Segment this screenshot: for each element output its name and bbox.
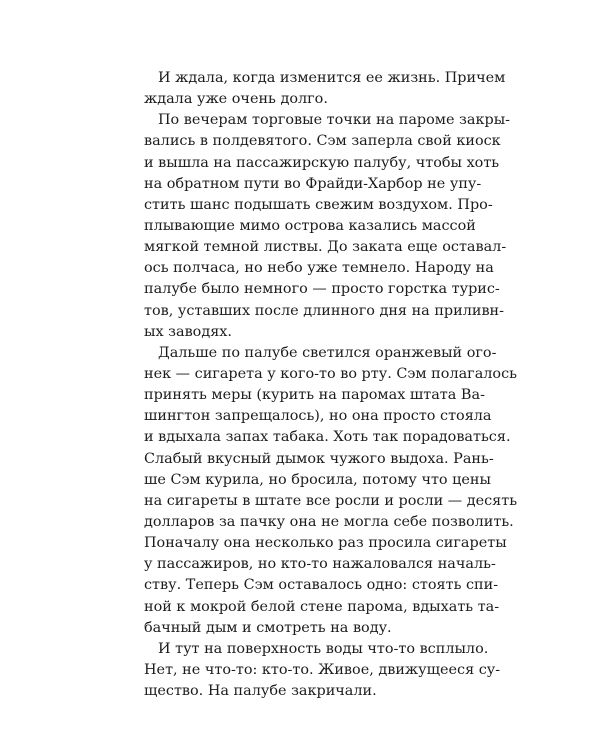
- text-line: щество. На палубе закричали.: [144, 683, 377, 700]
- text-line: стить шанс подышать свежим воздухом. Про-: [144, 196, 493, 213]
- paragraph-4: [144, 639, 501, 702]
- text-line: и вышла на пассажирскую палубу, чтобы хоть: [144, 154, 500, 171]
- text-line: мягкой темной листвы. До заката еще оставал-: [144, 239, 507, 256]
- text-line: Нет, не что-то: кто-то. Живое, движущееся су-: [144, 661, 501, 678]
- paragraph-3: [144, 343, 518, 639]
- text-line: на сигареты в штате все росли и росли — десять: [144, 492, 518, 509]
- text-line: на обратном пути во Фрайди-Харбор не упу-: [144, 175, 482, 192]
- text-line: ых заводях.: [144, 323, 232, 340]
- text-line: и вдыхала запах табака. Хоть так порадоваться.: [144, 429, 511, 446]
- text-line: долларов за пачку она не могла себе позволить.: [144, 513, 514, 530]
- text-line: палубе было немного — просто горстка турис-: [144, 281, 500, 298]
- text-line: ось полчаса, но небо уже темнело. Народу на: [144, 260, 494, 277]
- text-line: Дальше по палубе светился оранжевый ого-: [158, 344, 497, 361]
- page-text: [144, 68, 518, 702]
- text-line: И ждала, когда изменится ее жизнь. Причем: [158, 70, 506, 86]
- text-line: ше Сэм курила, но бросила, потому что цены: [144, 471, 491, 488]
- text-line: тов, уставших после длинного дня на приливн-: [144, 302, 505, 319]
- text-line: принять меры (курить на паромах штата Ва-: [144, 387, 485, 404]
- paragraph-1: [144, 68, 506, 110]
- text-line: бачный дым и смотреть на воду.: [144, 619, 392, 636]
- text-line: ной к мокрой белой стене парома, вдыхать та-: [144, 598, 500, 615]
- text-line: ству. Теперь Сэм оставалось одно: стоять спи-: [144, 577, 499, 594]
- paragraph-2: [144, 110, 511, 343]
- text-line: ждала уже очень долго.: [144, 91, 328, 108]
- text-line: шингтон запрещалось), но она просто стояла: [144, 408, 492, 425]
- text-line: Слабый вкусный дымок чужого выдоха. Рань-: [144, 450, 494, 467]
- text-line: вались в полдевятого. Сэм заперла свой киоск: [144, 133, 501, 150]
- text-line: По вечерам торговые точки на пароме закры-: [158, 112, 511, 129]
- text-line: плывающие мимо острова казались массой: [144, 217, 476, 234]
- text-line: нек — сигарета у кого-то во рту. Сэм полагалось: [144, 365, 517, 382]
- text-line: Поначалу она несколько раз просила сигареты: [144, 535, 507, 552]
- text-line: И тут на поверхность воды что-то всплыло.: [158, 640, 489, 657]
- text-line: у пассажиров, но кто-то нажаловался началь-: [144, 556, 496, 573]
